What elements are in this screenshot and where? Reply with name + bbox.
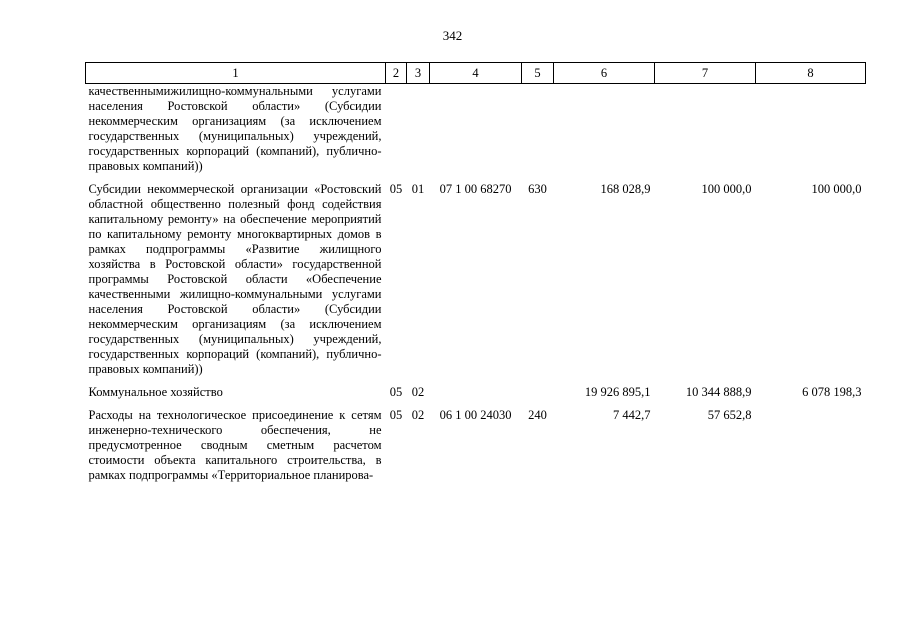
row-amount-col6: 168 028,9	[600, 182, 651, 196]
row-subsection: 02	[411, 385, 425, 399]
table-row	[86, 385, 866, 408]
row-section: 05	[389, 385, 403, 399]
row-subsection: 02	[411, 408, 425, 422]
header-cell: 7	[655, 63, 756, 84]
row-target-article: 06 1 00 24030	[439, 408, 512, 422]
row-amount-col7: 10 344 888,9	[685, 385, 752, 399]
row-amount-col6: 7 442,7	[613, 408, 651, 422]
header-cell: 3	[407, 63, 430, 84]
table-row	[86, 408, 866, 483]
row-subsection: 01	[411, 182, 425, 196]
row-description: Субсидии некоммерческой организации «Ростовский областной общественно полезный фонд содействия капитальному ремонту» на обеспечение мероприятий по капитальному ремонту многоквартирных домов в рамках подпрограммы «Развитие жилищного хозяйства в Ростовской области» государственной программы Ростовской области «Обеспечение качественными жилищно-коммунальными услугами населения Ростовской области» (Субсидии некоммерческим организациям (за исключением государственных (муниципальных) учреждений, государственных корпораций (компаний), публично-правовых компаний))	[88, 182, 382, 376]
page-number: 342	[442, 28, 463, 43]
row-amount-col7: 100 000,0	[701, 182, 752, 196]
row-section: 05	[389, 408, 403, 422]
row-target-article	[430, 84, 522, 183]
row-amount-col8	[756, 408, 866, 483]
row-description: Расходы на технологическое присоединение к сетям инженерно-технического обеспечения, не предусмотренное сводным сметным расчетом стоимости объекта капитального строительства, в рамках подпрограммы «Территориальное планирова-	[88, 408, 382, 482]
row-subsection	[407, 84, 430, 183]
row-amount-col6	[554, 84, 655, 183]
row-target-article: 07 1 00 68270	[439, 182, 512, 196]
row-expense-type: 240	[528, 408, 547, 422]
header-row	[86, 63, 866, 84]
header-cell: 2	[386, 63, 407, 84]
header-cell: 1	[86, 63, 386, 84]
row-amount-col8: 100 000,0	[811, 182, 862, 196]
budget-table	[85, 62, 866, 483]
row-amount-col8	[756, 84, 866, 183]
row-amount-col6: 19 926 895,1	[584, 385, 651, 399]
row-expense-type	[522, 84, 554, 183]
table-row	[86, 182, 866, 385]
row-target-article	[430, 385, 522, 408]
row-amount-col7	[655, 84, 756, 183]
header-cell: 6	[554, 63, 655, 84]
header-cell: 8	[756, 63, 866, 84]
row-section: 05	[389, 182, 403, 196]
table-row	[86, 84, 866, 183]
header-cell: 5	[522, 63, 554, 84]
row-amount-col8: 6 078 198,3	[802, 385, 862, 399]
header-cell: 4	[430, 63, 522, 84]
budget-table-container	[85, 62, 865, 483]
row-expense-type: 630	[528, 182, 547, 196]
row-section	[386, 84, 407, 183]
row-description: качественнымижилищно-коммунальными услугами населения Ростовской области» (Субсидии некоммерческим организациям (за исключением государственных (муниципальных) учреждений, государственных корпораций (компаний), публично-правовых компаний))	[88, 84, 382, 173]
row-expense-type	[522, 385, 554, 408]
row-amount-col7: 57 652,8	[707, 408, 752, 422]
row-description: Коммунальное хозяйство	[88, 385, 223, 399]
